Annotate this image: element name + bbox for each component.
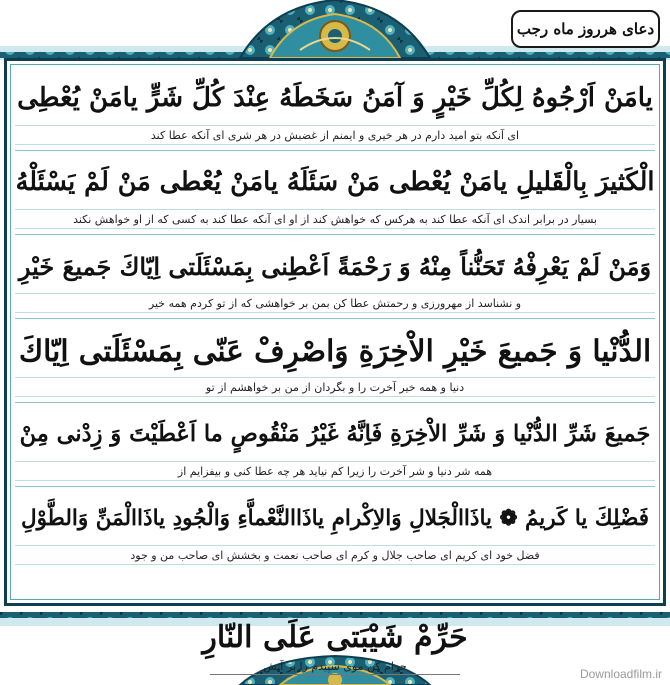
prayer-line [15,151,655,235]
arabic-text: یامَنْ اَرْجُوهُ لِكُلِّ خَیْرٍ وَ آمَنُ سَخَطَهُ عِنْدَ كُلِّ شَرٍّ یامَنْ یُعْطِی [17,83,653,113]
persian-translation: همه شر دنیا و شر آخرت را زیرا کم نیاید هر چه عطا کنی و بیفزایم از [15,461,655,481]
prayer-line [15,235,655,319]
arabic-text: وَمَنْ لَمْ یَعْرِفْهُ تَحَنُّناً مِنْهُ وَ رَحْمَةً اَعْطِنی بِمَسْئَلَتی اِیّاكَ جَمیعَ خَیْرِ [18,251,652,281]
watermark: Downloadfilm.ir [579,667,662,681]
arabic-text: الْكَثیرَ بِالْقَلیلِ یامَنْ یُعْطی مَنْ سَئَلَهُ یامَنْ یُعْطی مَنْ لَمْ یَسْئَلْهُ [15,167,655,197]
persian-translation: بسیار در برابر اندک ای آنکه عطا کند به هرکس که خواهش کند از او ای آنکه عطا کند به کسی که از او خواهش نکند [15,209,655,229]
arabic-text: فَضْلِكَ یا كَریمُ ❁ یاذَاالْجَلالِ وَالاِكْرامِ یاذَاالنَّعْماَّءِ وَالْجُودِ یاذَاالْمَنِّ وَالطَّوْلِ [20,505,650,531]
persian-translation: ای آنکه بتو امید دارم در هر خیری و ایمنم از غضبش در هر شری ای آنکه عطا کند [15,125,655,145]
page-title: دعای هرروز ماه رجب [511,10,660,48]
closing-arabic-text: حَرِّمْ شَیْبَتی عَلَی النّارِ [202,619,468,655]
prayer-line [15,67,655,151]
prayer-line [15,319,655,403]
persian-translation: فضل خود ای کریم ای صاحب جلال و کرم ای صاحب نعمت و بخشش ای صاحب من و جود [15,545,655,565]
arabic-text: جَمیعَ شَرِّ الدُّنْیا وَ شَرِّ الاْخِرَةِ فَاِنَّهُ غَیْرُ مَنْقُوصٍ ما اَعْطَیْتَ وَ زِدْنی مِنْ [19,421,651,447]
closing-persian-translation: حرام کن موی سپیدم را بر آتش [210,658,460,675]
closing-verse [0,606,670,685]
prayer-line [15,487,655,570]
prayer-lines [15,67,655,570]
persian-translation: دنیا و همه خیر آخرت را و بگردان از من بر خواهشم از تو [15,377,655,397]
arabic-text: الدُّنْیا وَ جَمیعَ خَیْرِ الاْخِرَةِ وَاصْرِفْ عَنّی بِمَسْئَلَتی اِیّاكَ [18,332,652,368]
persian-translation: و نشناسد از مهرورزی و رحمتش عطا کن بمن بر خواهشی که از تو کردم همه خیر [15,293,655,313]
prayer-frame [4,58,666,606]
prayer-line [15,403,655,487]
